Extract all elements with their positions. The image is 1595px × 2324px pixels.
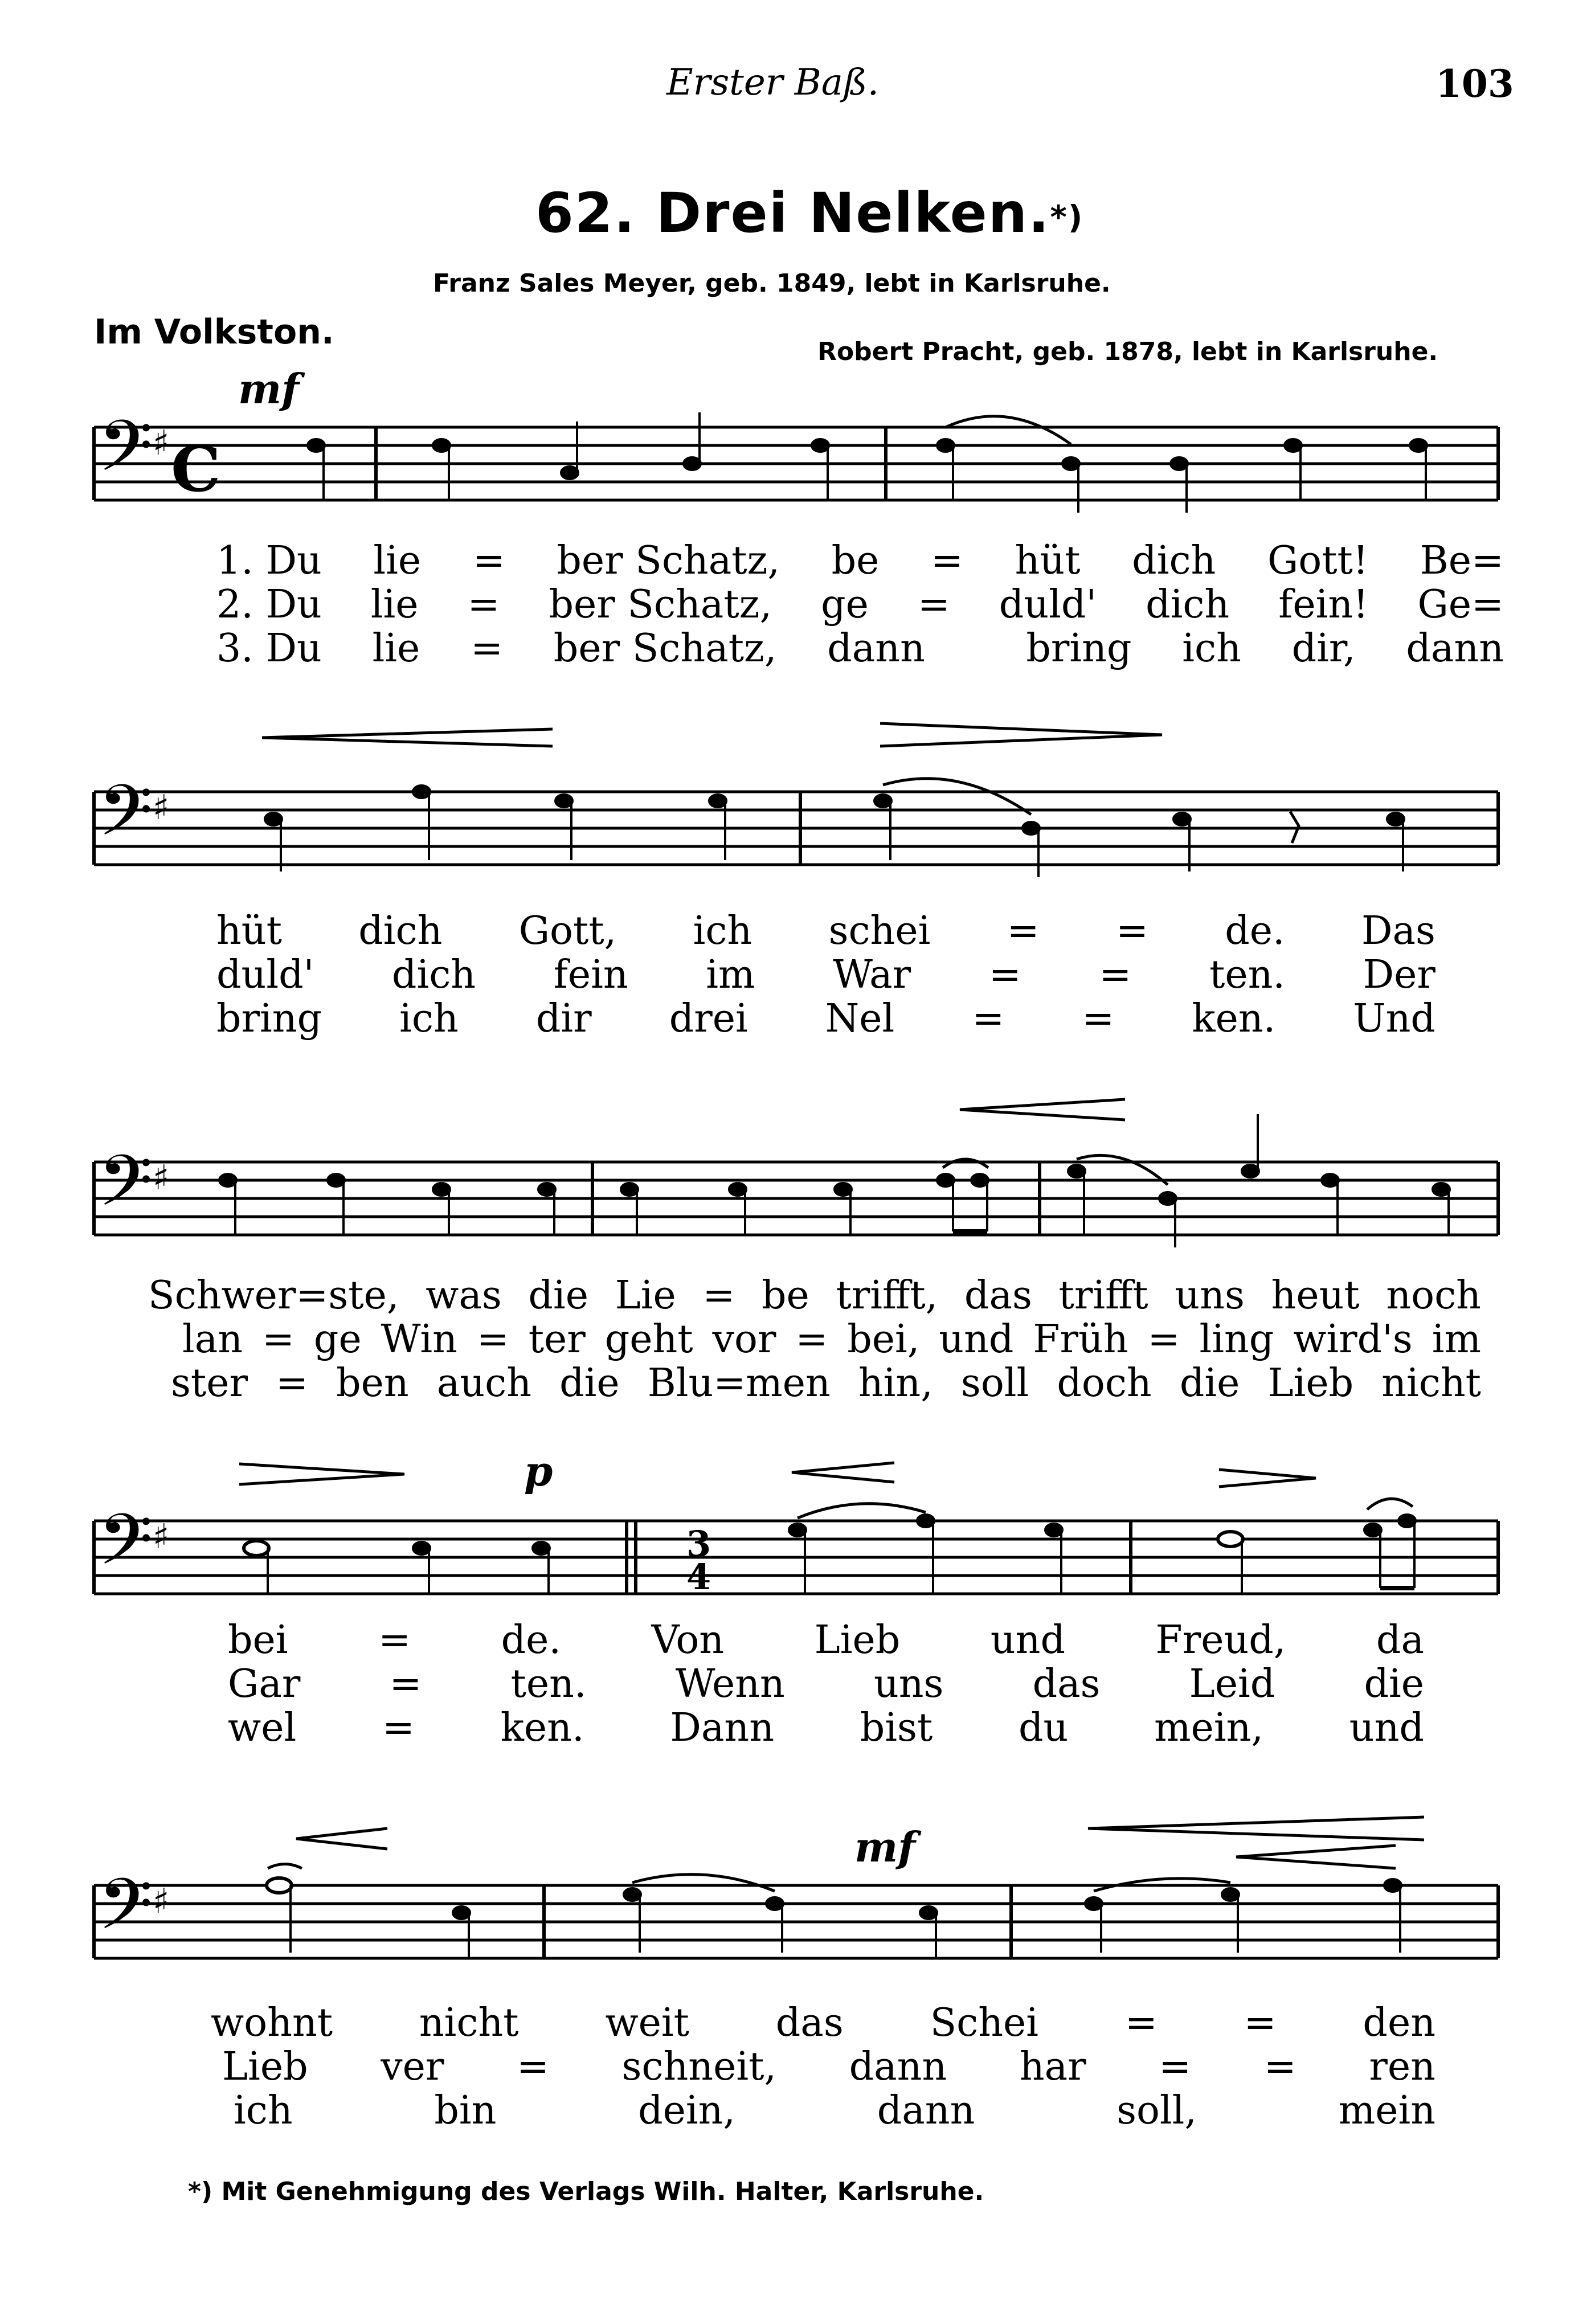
song-title — [535, 181, 1083, 245]
music-system-3 — [0, 1082, 1595, 1253]
staff-lines — [94, 1885, 1498, 1958]
bass-clef: 𝄢 — [98, 1140, 153, 1239]
lyric-line: Lieb ver = schneit, dann har = = ren — [222, 2044, 1436, 2089]
lyric-line: Gar = ten. Wenn uns das Leid die — [228, 1662, 1424, 1707]
hairpins — [262, 723, 1162, 746]
lyric-line: hüt dich Gott, ich schei = = de. Das — [216, 909, 1436, 954]
staff-lines — [94, 1162, 1498, 1235]
time-signature-bottom: 4 — [686, 1556, 711, 1598]
key-signature-sharp: ♯ — [153, 1158, 170, 1198]
staff-lines — [94, 427, 1498, 500]
lyric-line: Schwer=ste, was die Lie = be trifft, das trifft uns heut noch — [148, 1273, 1481, 1318]
staff-lines — [94, 792, 1498, 865]
hairpins — [296, 1817, 1424, 1868]
page-number: 103 — [1436, 62, 1514, 106]
key-signature-sharp: ♯ — [153, 1881, 170, 1921]
song-title-text: 62. Drei Nelken. — [535, 181, 1050, 245]
bass-clef: 𝄢 — [98, 1864, 153, 1963]
lyric-line: 3. Du lie = ber Schatz, dann bring ich dir, dann — [216, 626, 1504, 671]
hairpins — [960, 1099, 1125, 1120]
lyric-line: bei = de. Von Lieb und Freud, da — [228, 1618, 1424, 1663]
music-system-5 — [0, 1806, 1595, 1977]
dynamic-mf-1: mf — [238, 365, 300, 413]
lyric-line: bring ich dir drei Nel = = ken. Und — [216, 996, 1436, 1041]
footnote-marker: *) — [1050, 199, 1084, 236]
lyricist-credit: Franz Sales Meyer, geb. 1849, lebt in Karlsruhe. — [433, 269, 1111, 298]
music-system-4 — [0, 1447, 1595, 1618]
music-system-1 — [0, 399, 1595, 547]
key-signature-sharp: ♯ — [153, 1517, 170, 1557]
running-title: Erster Baß. — [666, 62, 879, 104]
lyric-line: duld' dich fein im War = = ten. Der — [216, 952, 1436, 997]
bass-clef: 𝄢 — [98, 770, 153, 869]
music-system-2 — [0, 706, 1595, 877]
lyric-line: ster = ben auch die Blu=men hin, soll doch die Lieb nicht — [171, 1361, 1481, 1406]
hairpins — [239, 1463, 1316, 1487]
time-signature-top: 3 — [686, 1523, 711, 1565]
lyric-line: ich bin dein, dann soll, mein — [234, 2088, 1436, 2133]
dynamic-p: p — [524, 1447, 553, 1495]
tempo-marking: Im Volkston. — [94, 312, 334, 352]
bass-clef: 𝄢 — [98, 406, 153, 505]
common-time: C — [171, 432, 221, 506]
bass-clef: 𝄢 — [98, 1499, 153, 1598]
key-signature-sharp: ♯ — [153, 788, 170, 828]
lyric-line: lan = ge Win = ter geht vor = bei, und Früh = ling wird's im — [182, 1317, 1481, 1362]
lyric-line: 2. Du lie = ber Schatz, ge = duld' dich fein! Ge= — [216, 582, 1504, 627]
notes — [267, 1864, 1401, 1959]
lyric-line: wel = ken. Dann bist du mein, und — [228, 1705, 1424, 1750]
lyric-line: 1. Du lie = ber Schatz, be = hüt dich Gott! Be= — [216, 538, 1504, 583]
lyric-line: wohnt nicht weit das Schei = = den — [211, 2000, 1436, 2045]
footnote: *) Mit Genehmigung des Verlags Wilh. Halter, Karlsruhe. — [188, 2177, 984, 2206]
dynamic-mf-2: mf — [854, 1823, 916, 1871]
notes — [244, 1499, 1416, 1594]
key-signature-sharp: ♯ — [153, 423, 170, 463]
composer-credit: Robert Pracht, geb. 1878, lebt in Karlsruhe. — [817, 337, 1438, 366]
